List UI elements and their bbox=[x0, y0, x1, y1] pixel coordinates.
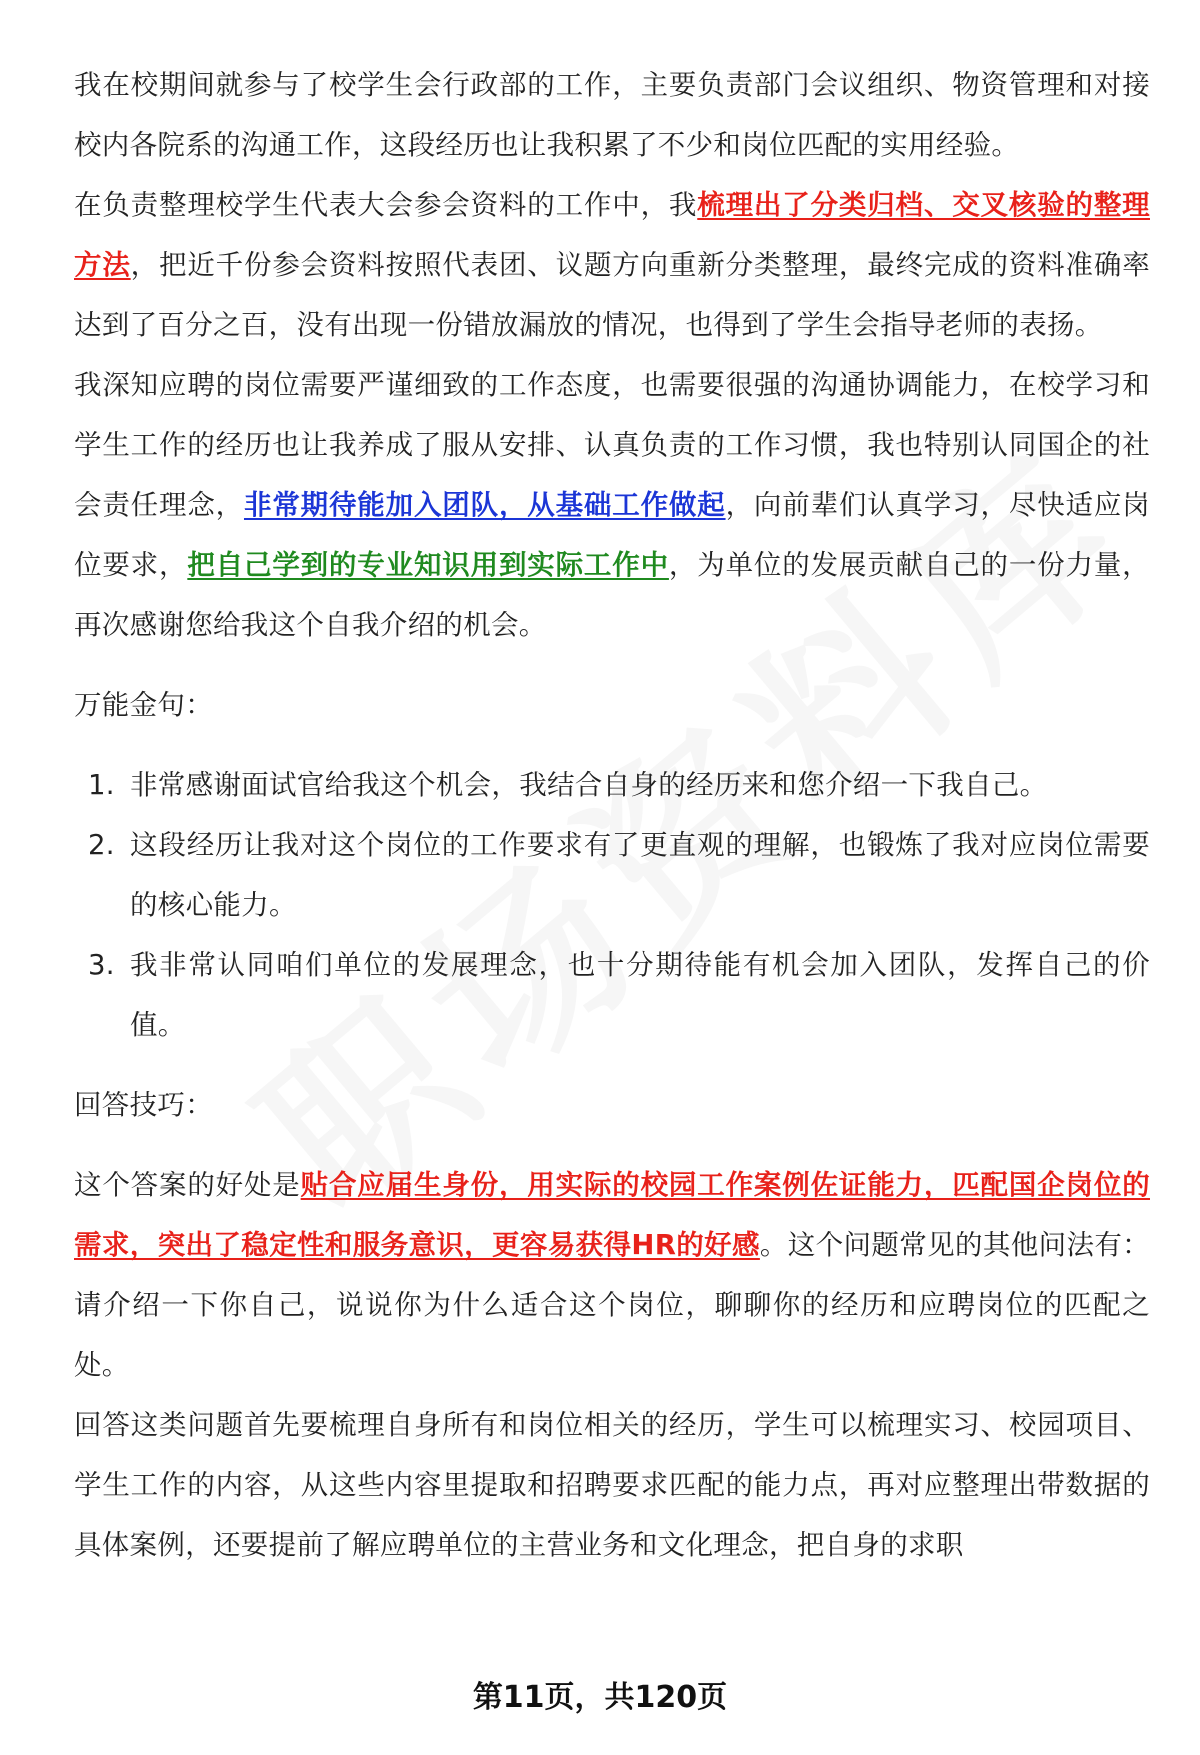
document-body bbox=[74, 55, 1150, 1575]
paragraph-text: 我深知应聘的岗位需要严谨细致的工作态度，也需要很强的沟通协调能力，在校学习和学生工作的经历也让我养成了服从安排、认真负责的工作习惯，我也特别认同国企的社会责任理念， bbox=[74, 369, 1150, 521]
highlight-apply-knowledge: 把自己学到的专业知识用到实际工作中 bbox=[187, 549, 669, 581]
paragraph-text: ，为单位的发展贡献自己的一份力量，再次感谢您给我这个自我介绍的机会。 bbox=[74, 549, 1150, 641]
list-item-text: 非常感谢面试官给我这个机会，我结合自身的经历来和您介绍一下我自己。 bbox=[130, 769, 1048, 801]
paragraph-text: ，把近千份参会资料按照代表团、议题方向重新分类整理，最终完成的资料准确率达到了百分之百，没有出现一份错放漏放的情况，也得到了学生会指导老师的表扬。 bbox=[74, 249, 1151, 341]
paragraph-experience bbox=[74, 55, 1150, 175]
list-item-text: 这段经历让我对这个岗位的工作要求有了更直观的理解，也锻炼了我对应岗位需要的核心能力。 bbox=[130, 829, 1150, 921]
list-item-number: 3. bbox=[88, 949, 115, 981]
page-number: 第11页，共120页 bbox=[472, 1680, 728, 1715]
paragraph-tips-benefit bbox=[74, 1155, 1150, 1395]
paragraph-text: 这个答案的好处是 bbox=[74, 1169, 301, 1201]
list-item-number: 2. bbox=[88, 829, 115, 861]
section-label-tips: 回答技巧： bbox=[74, 1089, 213, 1121]
list-item bbox=[74, 815, 1150, 935]
highlight-benefit: 贴合应届生身份，用实际的校园工作案例佐证能力，匹配国企岗位的需求，突出了稳定性和服务意识，更容易获得HR的好感 bbox=[74, 1169, 1150, 1261]
paragraph-case bbox=[74, 175, 1150, 355]
section-label-golden-sentences: 万能金句： bbox=[74, 689, 213, 721]
paragraph-text: 我在校期间就参与了校学生会行政部的工作，主要负责部门会议组织、物资管理和对接校内各院系的沟通工作，这段经历也让我积累了不少和岗位匹配的实用经验。 bbox=[74, 69, 1150, 161]
golden-sentence-list bbox=[74, 755, 1150, 1055]
list-item bbox=[74, 755, 1150, 815]
paragraph-motivation bbox=[74, 355, 1150, 655]
paragraph-text: ，向前辈们认真学习，尽快适应岗位要求， bbox=[74, 489, 1150, 581]
highlight-method: 梳理出了分类归档、交叉核验的整理方法 bbox=[74, 189, 1150, 281]
list-item-text: 我非常认同咱们单位的发展理念，也十分期待能有机会加入团队，发挥自己的价值。 bbox=[130, 949, 1150, 1041]
list-item bbox=[74, 935, 1150, 1055]
list-item-number: 1. bbox=[88, 769, 115, 801]
paragraph-text: 回答这类问题首先要梳理自身所有和岗位相关的经历，学生可以梳理实习、校园项目、学生工作的内容，从这些内容里提取和招聘要求匹配的能力点，再对应整理出带数据的具体案例，还要提前了解应聘单位的主营业务和文化理念，把自身的求职 bbox=[74, 1409, 1150, 1561]
paragraph-text: 在负责整理校学生代表大会参会资料的工作中，我 bbox=[74, 189, 698, 221]
paragraph-tips-method bbox=[74, 1395, 1150, 1575]
paragraph-text: 。这个问题常见的其他问法有：请介绍一下你自己，说说你为什么适合这个岗位，聊聊你的经历和应聘岗位的匹配之处。 bbox=[74, 1229, 1150, 1381]
highlight-join-team: 非常期待能加入团队，从基础工作做起 bbox=[243, 489, 726, 521]
